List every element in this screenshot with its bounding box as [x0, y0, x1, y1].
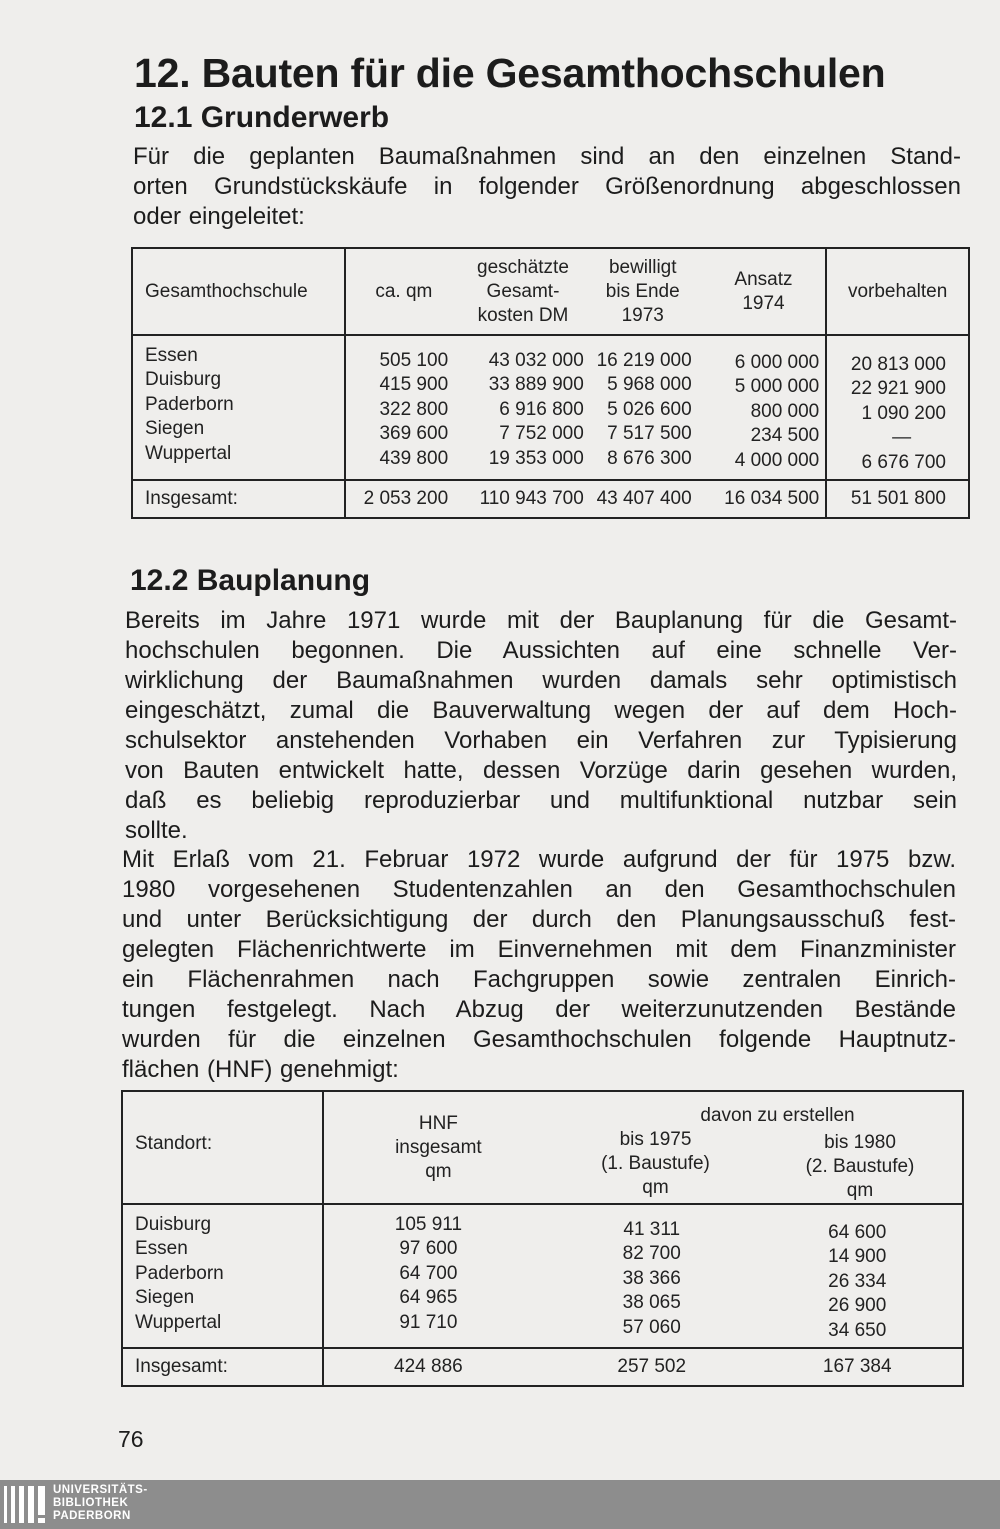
group-header: davon zu erstellen [700, 1105, 855, 1126]
cell-value: 82 700 [622, 1243, 681, 1265]
cell-value: Duisburg [135, 1214, 212, 1235]
total-area: 2 053 200 [345, 480, 463, 518]
text-line: oder eingeleitet: [133, 203, 305, 230]
col-header-area: ca. qm [345, 248, 463, 335]
text-line: hochschulen begonnen. Die Aussichten auf eine schnelle Ver- [125, 637, 957, 664]
header-line: Ansatz [734, 268, 793, 290]
library-logo-icon [4, 1486, 48, 1523]
cell-value: 5 000 000 [734, 376, 820, 398]
cell-value: Siegen [135, 1287, 195, 1309]
total-hnf: 424 886 [323, 1348, 553, 1386]
cell-value: Wuppertal [145, 442, 232, 464]
cell-value: Paderborn [135, 1262, 224, 1284]
cell-value: 415 900 [379, 374, 449, 396]
cell-value: 14 900 [828, 1246, 887, 1268]
header-line: qm [642, 1177, 669, 1198]
cell-value: 6 916 800 [499, 398, 584, 420]
cell-value: 57 060 [622, 1316, 681, 1338]
approved-cell [584, 335, 702, 480]
cell-value: 33 889 900 [488, 374, 584, 396]
bauplanung-paragraph-2 [122, 845, 956, 1085]
cell-value: 5 026 600 [607, 398, 692, 420]
cell-value: Duisburg [145, 369, 222, 391]
cell-value: 38 366 [622, 1267, 681, 1289]
cell-value: 105 911 [394, 1214, 463, 1235]
library-logo-text [53, 1484, 148, 1523]
cell-value: 4 000 000 [734, 449, 820, 471]
col-header-cost [462, 248, 584, 335]
table-body-row [132, 335, 969, 480]
text-line: flächen (HNF) genehmigt: [122, 1056, 399, 1083]
cell-value: 369 600 [379, 423, 449, 445]
header-line: Gesamt- [486, 280, 560, 302]
cell-value: 97 600 [399, 1238, 458, 1260]
col-header-by1980 [758, 1128, 962, 1203]
cell-value: 7 517 500 [607, 423, 692, 445]
text-line: von Bauten entwickelt hatte, dessen Vorzüge darin gesehen wurden, [125, 757, 957, 784]
cell-value: 91 710 [399, 1311, 458, 1333]
total-cost: 110 943 700 [462, 480, 584, 518]
header-line: geschätzte [477, 256, 569, 278]
cell-value: 439 800 [379, 447, 449, 469]
cell-value: 38 065 [622, 1292, 681, 1314]
chapter-heading: 12. Bauten für die Gesamthochschulen [134, 50, 886, 96]
col-header-location: Standort: [122, 1091, 323, 1204]
library-footer-bar [0, 1480, 1000, 1529]
cell-value: Essen [145, 345, 198, 366]
table-header-row [122, 1091, 963, 1204]
header-line: bis 1975 [619, 1129, 692, 1150]
header-line: HNF [418, 1113, 458, 1134]
text-line: ein Flächenrahmen nach Fachgruppen sowie zentralen Einrich- [122, 966, 956, 993]
cell-value: 5 968 000 [607, 374, 692, 396]
cell-value: 16 219 000 [596, 350, 692, 371]
cell-value: 322 800 [379, 398, 449, 420]
cell-value: 1 090 200 [861, 402, 946, 424]
table-total-row [132, 480, 969, 518]
header-line: bis 1980 [824, 1132, 896, 1153]
col-header-school: Gesamthochschule [132, 248, 345, 335]
cell-value: 26 334 [828, 1270, 887, 1292]
header-line: insgesamt [395, 1137, 482, 1158]
cell-value: 7 752 000 [499, 423, 584, 445]
cell-value: 22 921 900 [850, 378, 946, 400]
total-reserved: 51 501 800 [826, 480, 969, 518]
location-names-cell [122, 1204, 323, 1348]
cell-value: 41 311 [623, 1219, 681, 1240]
text-line: und unter Berücksichtigung der durch den Planungsausschuß fest- [122, 906, 956, 933]
section-heading-bauplanung: 12.2 Bauplanung [130, 564, 371, 597]
intro-paragraph [133, 142, 961, 232]
by1980-cell [758, 1204, 963, 1348]
text-line: 1980 vorgesehenen Studentenzahlen an den Gesamthochschulen [122, 876, 956, 903]
reserved-cell [826, 335, 969, 480]
text-line: eingeschätzt, zumal die Bauverwaltung wegen der auf dem Hoch- [125, 697, 957, 724]
header-line: bewilligt [608, 256, 677, 278]
total-estimate: 16 034 500 [702, 480, 827, 518]
col-header-group [553, 1091, 963, 1204]
cell-value: Wuppertal [135, 1311, 222, 1333]
floor-area-table [121, 1090, 964, 1387]
cell-value: 505 100 [379, 350, 449, 371]
total-by1980: 167 384 [758, 1348, 963, 1386]
text-line: Bereits im Jahre 1971 wurde mit der Bauplanung für die Gesamt- [125, 607, 957, 634]
col-header-reserved: vorbehalten [826, 248, 969, 335]
estimate-cell [702, 335, 827, 480]
text-line: Mit Erlaß vom 21. Februar 1972 wurde aufgrund der für 1975 bzw. [122, 846, 956, 873]
cell-value: — [892, 427, 912, 449]
area-cell [345, 335, 463, 480]
total-label: Insgesamt: [132, 480, 345, 518]
subheader-row [553, 1128, 962, 1203]
text-line: orten Grundstückskäufe in folgender Größenordnung abgeschlossen [133, 173, 961, 200]
logo-line: BIBLIOTHEK [53, 1497, 129, 1509]
page-number: 76 [118, 1426, 144, 1452]
col-header-by1975 [553, 1128, 758, 1203]
cell-value: 34 650 [828, 1319, 887, 1341]
cell-value: 43 032 000 [488, 350, 584, 371]
text-line: wirklichung der Baumaßnahmen wurden damals sehr optimistisch [125, 667, 957, 694]
total-label: Insgesamt: [122, 1348, 323, 1386]
header-line: (1. Baustufe) [601, 1153, 710, 1174]
cell-value: Siegen [145, 418, 205, 440]
bauplanung-paragraph-1 [125, 606, 957, 846]
header-line: (2. Baustufe) [805, 1156, 915, 1177]
col-header-approved [584, 248, 702, 335]
cell-value: 8 676 300 [607, 447, 692, 469]
header-line: kosten DM [477, 304, 569, 326]
cell-value: 19 353 000 [488, 447, 584, 469]
table-total-row [122, 1348, 963, 1386]
header-line: 1973 [621, 304, 664, 326]
section-heading-grunderwerb: 12.1 Grunderwerb [134, 101, 390, 134]
text-line: daß es beliebig reproduzierbar und multifunktional nutzbar sein [125, 787, 957, 814]
cell-value: 800 000 [750, 400, 820, 422]
school-names-cell [132, 335, 345, 480]
total-approved: 43 407 400 [584, 480, 702, 518]
text-line: gelegten Flächenrichtwerte im Einvernehmen mit dem Finanzminister [122, 936, 956, 963]
cell-value: 6 676 700 [861, 451, 946, 473]
text-line: schulsektor anstehenden Vorhaben ein Verfahren zur Typisierung [125, 727, 957, 754]
header-line: bis Ende [605, 280, 680, 302]
logo-line: UNIVERSITÄTS- [53, 1484, 148, 1496]
total-by1975: 257 502 [553, 1348, 759, 1386]
by1975-cell [553, 1204, 759, 1348]
col-header-estimate [702, 248, 827, 335]
header-line: qm [425, 1161, 452, 1182]
table-header-row [132, 248, 969, 335]
text-line: tungen festgelegt. Nach Abzug der weiterzunutzenden Bestände [122, 996, 956, 1023]
text-line: Für die geplanten Baumaßnahmen sind an den einzelnen Stand- [133, 143, 961, 170]
text-line: sollte. [125, 817, 188, 844]
cell-value: 64 700 [399, 1262, 458, 1284]
cell-value: 64 600 [828, 1222, 887, 1243]
logo-line: PADERBORN [53, 1510, 131, 1522]
header-line: qm [846, 1180, 874, 1201]
table-body-row [122, 1204, 963, 1348]
text-line: wurden für die einzelnen Gesamthochschulen folgende Hauptnutz- [122, 1026, 956, 1053]
cell-value: Paderborn [145, 393, 234, 415]
land-acquisition-table [131, 247, 970, 519]
cell-value: Essen [135, 1238, 188, 1260]
col-header-hnf [323, 1091, 553, 1204]
cell-value: 6 000 000 [734, 352, 820, 373]
cell-value: 26 900 [828, 1295, 887, 1317]
cell-value: 20 813 000 [850, 354, 946, 375]
cell-value: 234 500 [750, 425, 820, 447]
cost-cell [462, 335, 584, 480]
hnf-cell [323, 1204, 553, 1348]
cell-value: 64 965 [399, 1287, 458, 1309]
header-line: 1974 [742, 292, 785, 314]
